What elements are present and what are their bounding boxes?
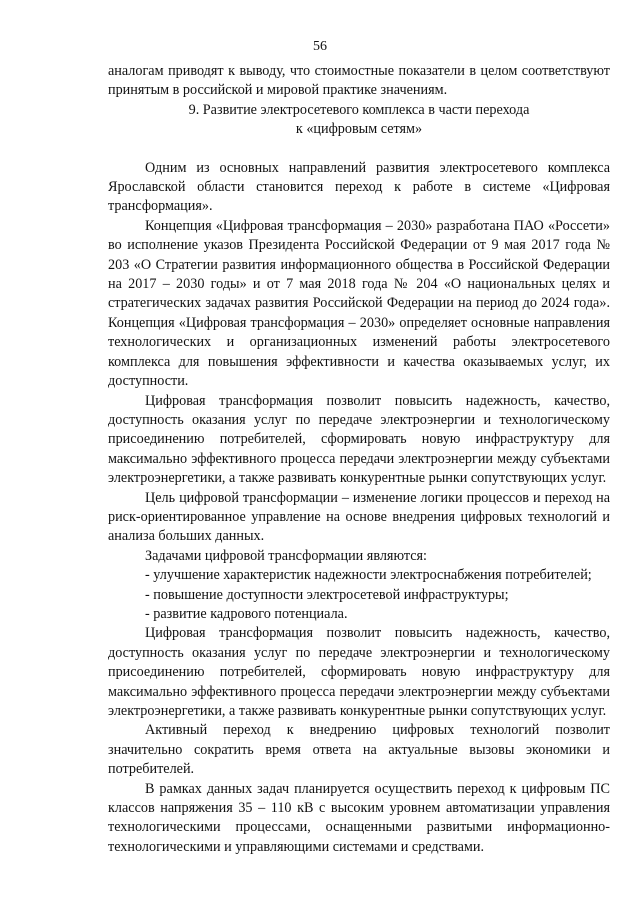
paragraph-active-transition: Активный переход к внедрению цифровых технологий позволит значительно сократить время ответа на актуальные вызовы экономики и потребителей. [108, 722, 610, 778]
list-item-personnel: - развитие кадрового потенциала. [145, 605, 348, 622]
list-item-accessibility: - повышение доступности электросетевой инфраструктуры; [145, 586, 509, 603]
section-spacer [108, 140, 610, 159]
paragraph-digital-substations: В рамках данных задач планируется осуществить переход к цифровым ПС классов напряжения 35 – 110 кВ с высоким уровнем автоматизации управления технологическими процессами, оснащенными развитыми информационно-технологическими и управляющими системами и средствами. [108, 780, 610, 855]
list-item-reliability: - улучшение характеристик надежности электроснабжения потребителей; [145, 567, 592, 584]
paragraph-main-direction: Одним из основных направлений развития электросетевого комплекса Ярославской области становится переход к работе в системе «Цифровая трансформация». [108, 159, 610, 215]
page-number: 56 [313, 39, 327, 54]
section-heading [108, 101, 610, 140]
paragraph-transformation-benefits-repeat: Цифровая трансформация позволит повысить надежность, качество, доступность оказания услуг по передаче электроэнергии и технологическому присоединению потребителей, сформировать новую инфраструктуру для максимально эффективного процесса передачи электроэнергии между субъектами электроэнергетики, а также развивать конкурентные рынки сопутствующих услуг. [108, 625, 610, 719]
paragraph-goal: Цель цифровой трансформации – изменение логики процессов и переход на риск-ориентированное управление на основе внедрения цифровых технологий и анализа больших данных. [108, 489, 610, 545]
paragraph-tasks-intro: Задачами цифровой трансформации являются: [145, 547, 427, 564]
intro-paragraph: аналогам приводят к выводу, что стоимостные показатели в целом соответствуют принятым в российской и мировой практике значениям. [108, 63, 610, 99]
page-body [108, 62, 610, 857]
paragraph-concept: Концепция «Цифровая трансформация – 2030» разработана ПАО «Россети» во исполнение указов Президента Российской Федерации от 9 мая 2017 года № 203 «О Стратегии развития информационного общества в Российской Федерации на 2017 – 2030 годы» и от 7 мая 2018 года № 204 «О национальных целях и стратегических задачах развития Российской Федерации на период до 2024 года». Концепция «Цифровая трансформация – 2030» определяет основные направления технологических и организационных изменений работы электросетевого комплекса для повышения эффективности и качества оказываемых услуг, их доступности. [108, 217, 610, 390]
section-heading-line-2: к «цифровым сетям» [295, 121, 423, 138]
section-heading-line-1: 9. Развитие электросетевого комплекса в части перехода [188, 101, 530, 118]
paragraph-transformation-benefits: Цифровая трансформация позволит повысить надежность, качество, доступность оказания услуг по передаче электроэнергии и технологическому присоединению потребителей, сформировать новую инфраструктуру для максимально эффективного процесса передачи электроэнергии между субъектами электроэнергетики, а также развивать конкурентные рынки сопутствующих услуг. [108, 392, 610, 487]
